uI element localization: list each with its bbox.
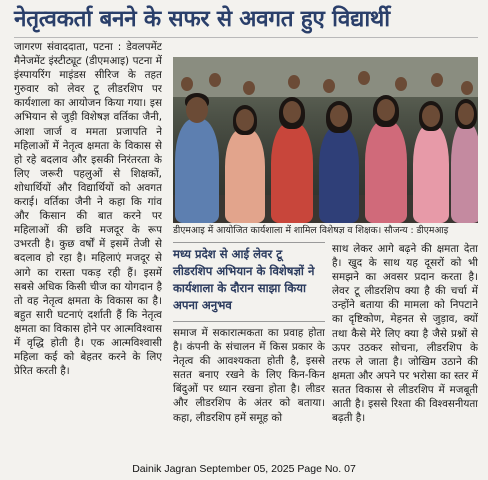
photo-person: [319, 127, 359, 223]
subheadline: मध्य प्रदेश से आई लेवर टू लीडरशिप अभियान के विशेषज्ञों ने कार्यशाला के दौरान साझा किया अपना अनुभव: [173, 247, 315, 312]
photo-person: [358, 71, 370, 85]
photo-person: [377, 99, 395, 121]
workshop-group-photo: [173, 57, 478, 223]
headline: नेतृत्वकर्ता बनने के सफर से अवगत हुए विद्यार्थी: [14, 6, 390, 32]
footer-source-line: Dainik Jagran September 05, 2025 Page No. 07: [132, 463, 356, 475]
right-column: [332, 242, 478, 460]
photo-person: [181, 77, 193, 91]
photo-person: [243, 81, 255, 95]
photo-person: [288, 75, 300, 89]
photo-person: [458, 103, 474, 125]
photo-person: [283, 101, 301, 123]
photo-person: [461, 81, 473, 95]
middle-column: [173, 326, 325, 460]
middle-column-text: समाज में सकारात्मकता का प्रवाह होता है। कंपनी के संचालन में किस प्रकार के नेतृत्व की आवश्यकता होती है, इससे सतत बनाए रखने के लिए किन-किन बिंदुओं पर ध्यान रखना होता है। लीडर और लीडरशिप के अंतर को बताया। कहा, लीडरशिप हमें समूह को: [173, 327, 325, 424]
left-column: [14, 40, 162, 460]
right-column-text: साथ लेकर आगे बढ़ने की क्षमता देता है। खुद के साथ यह दूसरों को भी समझने का अवसर प्रदान करता है। लेवर टू लीडरशिप क्या है की चर्चा में उन्होंने बताया की मामला को निपटाने का दृष्टिकोण, मेहनत से जुड़ाव, क्यों तथा कैसे मेरे लिए क्या है जैसे प्रश्नों से ऊपर उठकर सोचना, लीडरशिप के तरफ ले जाता है। जोखिम उठाने की क्षमता और अपने पर भरोसा का स्तर में सतत विकास से लीडरशिप में मजबूती आती है। इससे रिश्ता की विश्वसनीयता बढ़ती है।: [332, 243, 478, 425]
photo-person: [271, 123, 313, 223]
photo-person: [431, 73, 443, 87]
photo-person: [395, 77, 407, 91]
photo-person: [175, 119, 219, 223]
photo-person: [422, 105, 440, 127]
photo-person: [225, 129, 265, 223]
photo-person: [451, 123, 478, 223]
photo-person: [209, 73, 221, 87]
photo-person: [330, 105, 348, 127]
photo-person: [236, 109, 254, 131]
headline-divider: [14, 37, 478, 38]
left-column-text: जागरण संवाददाता, पटना : डेवलपमेंट मैनेजमेंट इंस्टीट्यूट (डीएमआइ) पटना में इंस्पायरिंग माइंडस सीरिज के तहत गुरुवार को लेवर टू लीडरशिप पर कार्यशाला का आयोजन किया गया। इस अभियान से जुड़ी विशेषज्ञ वर्तिका जैनी, आशा जार्ज व ममता प्रजापति ने महिलाओं में नेतृत्व क्षमता के विकास से हो रहे बदलाव और इसकी निरंतरता के लिए जरूरी पहलुओं से शिक्षकों, शोधार्थियों और विद्यार्थियों को अवगत कराई। वर्तिका जैनी ने कहा कि गांव और किसान की बात करने पर महिलाओं की छवि मजदूर के रूप उभरती है। कुछ वर्षों में इसमें तेजी से बदलाव हो रहा है। महिलाएं मजदूर से आगे का रास्ता पकड़ रही हैं। इसमें सबसे अधिक किसी चीज का योगदान है तो वह नेतृत्व क्षमता के विकास का है। बहुत सारी घटनाएं दर्शाती हैं कि नेतृत्व क्षमता का विकास होने पर आत्मविश्वास में वृद्धि होती है। एक आत्मविश्वासी महिला कई को बेहतर करने के लिए प्रेरित करती है।: [14, 41, 162, 378]
photo-person: [186, 97, 208, 123]
photo-person: [323, 79, 335, 93]
photo-person: [365, 121, 407, 223]
photo-person: [413, 125, 449, 223]
subheadline-box: [173, 242, 325, 322]
photo-caption: डीएमआइ में आयोजित कार्यशाला में शामिल विशेषज्ञ व शिक्षक। सौजन्य : डीएमआइ: [173, 225, 449, 236]
